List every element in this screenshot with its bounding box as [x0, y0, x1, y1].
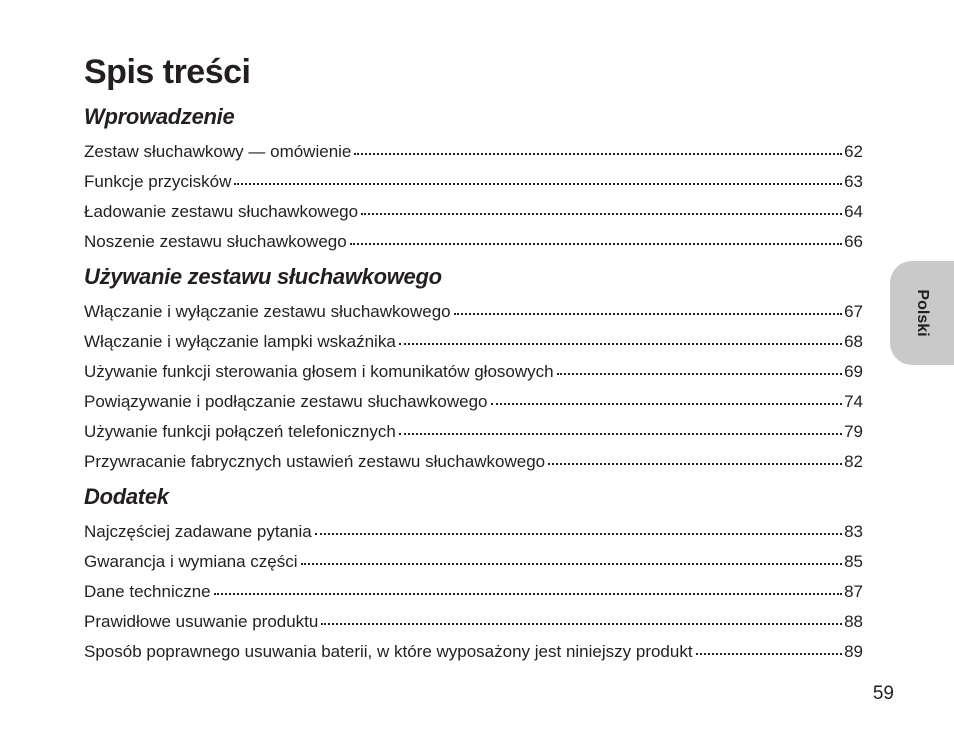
toc-entry-page: 87 [844, 582, 863, 601]
dot-leader [361, 212, 842, 215]
toc-entry[interactable] [84, 357, 863, 387]
toc-entry-page: 66 [844, 232, 863, 251]
page-title: Spis treści [84, 53, 251, 91]
toc-entry-page: 62 [844, 142, 863, 161]
toc-entry[interactable] [84, 387, 863, 417]
toc-entry-page: 88 [844, 612, 863, 631]
toc-section-uzywanie [84, 262, 863, 477]
toc-entry[interactable] [84, 197, 863, 227]
toc-entry[interactable] [84, 167, 863, 197]
section-heading: Używanie zestawu słuchawkowego [84, 264, 442, 289]
dot-leader [399, 432, 842, 435]
toc-entry[interactable] [84, 137, 863, 167]
toc-entry-title: Noszenie zestawu słuchawkowego [84, 232, 347, 251]
language-tab-label: Polski [914, 289, 931, 337]
toc-entries [84, 517, 863, 667]
dot-leader [354, 152, 842, 155]
toc-entry-title: Gwarancja i wymiana części [84, 552, 298, 571]
toc-entry-title: Zestaw słuchawkowy — omówienie [84, 142, 352, 161]
toc-entry-title: Powiązywanie i podłączanie zestawu słuchawkowego [84, 392, 488, 411]
toc-entry[interactable] [84, 517, 863, 547]
toc-entry[interactable] [84, 327, 863, 357]
toc-entry[interactable] [84, 607, 863, 637]
dot-leader [315, 532, 842, 535]
toc-entry-title: Przywracanie fabrycznych ustawień zestawu słuchawkowego [84, 452, 546, 471]
toc-section-wprowadzenie [84, 102, 863, 257]
toc-entry-title: Włączanie i wyłączanie lampki wskaźnika [84, 332, 396, 351]
dot-leader [321, 622, 842, 625]
toc-entry-page: 79 [844, 422, 863, 441]
toc-entry-page: 82 [844, 452, 863, 471]
dot-leader [491, 402, 843, 405]
dot-leader [234, 182, 842, 185]
page-number: 59 [872, 683, 894, 704]
table-of-contents [84, 102, 863, 667]
toc-entry-page: 64 [844, 202, 863, 221]
toc-entry-page: 63 [844, 172, 863, 191]
dot-leader [399, 342, 842, 345]
toc-entries [84, 297, 863, 477]
toc-section-dodatek [84, 482, 863, 667]
toc-entry-title: Włączanie i wyłączanie zestawu słuchawkowego [84, 302, 451, 321]
dot-leader [214, 592, 842, 595]
section-heading: Dodatek [84, 484, 169, 509]
toc-entry-title: Używanie funkcji połączeń telefonicznych [84, 422, 396, 441]
dot-leader [696, 652, 843, 655]
dot-leader [350, 242, 842, 245]
dot-leader [454, 312, 842, 315]
toc-entry-page: 74 [844, 392, 863, 411]
toc-entry-title: Prawidłowe usuwanie produktu [84, 612, 319, 631]
dot-leader [301, 562, 843, 565]
toc-entry-title: Najczęściej zadawane pytania [84, 522, 312, 541]
dot-leader [548, 462, 842, 465]
toc-entry-title: Dane techniczne [84, 582, 211, 601]
toc-entry[interactable] [84, 447, 863, 477]
section-heading: Wprowadzenie [84, 104, 235, 129]
toc-entry[interactable] [84, 637, 863, 667]
toc-entry[interactable] [84, 417, 863, 447]
toc-entry-page: 85 [844, 552, 863, 571]
toc-entry[interactable] [84, 227, 863, 257]
dot-leader [557, 372, 842, 375]
toc-entry-title: Używanie funkcji sterowania głosem i komunikatów głosowych [84, 362, 554, 381]
toc-entry-title: Funkcje przycisków [84, 172, 232, 191]
toc-entry[interactable] [84, 547, 863, 577]
toc-entry-title: Sposób poprawnego usuwania baterii, w które wyposażony jest niniejszy produkt [84, 642, 693, 661]
toc-entry-page: 67 [844, 302, 863, 321]
toc-entry-title: Ładowanie zestawu słuchawkowego [84, 202, 359, 221]
toc-entry-page: 69 [844, 362, 863, 381]
toc-entry[interactable] [84, 577, 863, 607]
toc-entry-page: 89 [844, 642, 863, 661]
toc-entry[interactable] [84, 297, 863, 327]
toc-entry-page: 68 [844, 332, 863, 351]
language-tab [890, 261, 954, 365]
toc-entry-page: 83 [844, 522, 863, 541]
toc-entries [84, 137, 863, 257]
